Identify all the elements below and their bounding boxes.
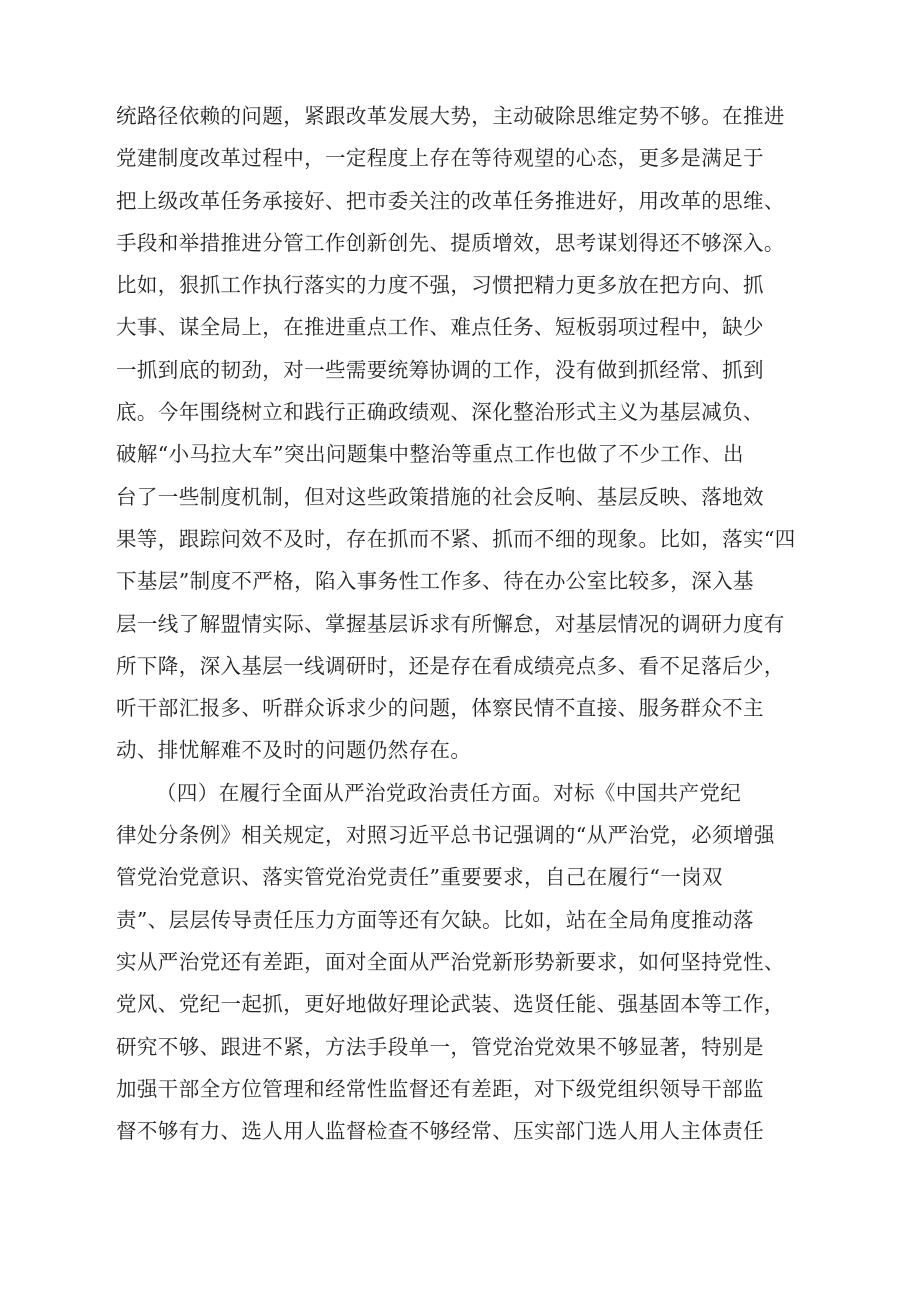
text-line: 实从严治党还有差距，面对全面从严治党新形势新要求，如何坚持党性、 (116, 949, 785, 974)
text-line: 比如，狠抓工作执行落实的力度不强，习惯把精力更多放在把方向、抓 (116, 273, 764, 298)
text-line: 台了一些制度机制，但对这些政策措施的社会反响、基层反映、落地效 (116, 484, 764, 509)
text-line: 所下降，深入基层一线调研时，还是存在看成绩亮点多、看不足落后少， (116, 653, 785, 678)
body-text (116, 95, 830, 1152)
text-line: 责”、层层传导责任压力方面等还有欠缺。比如，站在全局角度推动落 (116, 907, 754, 932)
text-line: 听干部汇报多、听群众诉求少的问题，体察民情不直接、服务群众不主 (116, 696, 764, 721)
section-heading-line: （四）在履行全面从严治党政治责任方面。对标《中国共产党纪 (156, 780, 742, 805)
text-line: 加强干部全方位管理和经常性监督还有差距，对下级党组织领导干部监 (116, 1076, 764, 1101)
text-line: 研究不够、跟进不紧，方法手段单一，管党治党效果不够显著，特别是 (116, 1034, 764, 1059)
text-line: 下基层”制度不严格，陷入事务性工作多、待在办公室比较多，深入基 (116, 569, 754, 594)
text-line: 统路径依赖的问题，紧跟改革发展大势，主动破除思维定势不够。在推进 (116, 104, 785, 128)
text-line: 大事、谋全局上，在推进重点工作、难点任务、短板弱项过程中，缺少 (116, 315, 764, 340)
text-line: 党风、党纪一起抓，更好地做好理论武装、选贤任能、强基固本等工作， (116, 992, 785, 1017)
text-line: 督不够有力、选人用人监督检查不够经常、压实部门选人用人主体责任 (116, 1119, 764, 1144)
text-line: 层一线了解盟情实际、掌握基层诉求有所懈怠，对基层情况的调研力度有 (116, 611, 785, 636)
text-line: 把上级改革任务承接好、把市委关注的改革任务推进好，用改革的思维、 (116, 188, 785, 213)
text-line: 手段和举措推进分管工作创新创先、提质增效，思考谋划得还不够深入。 (116, 230, 785, 255)
text-line: 动、排忧解难不及时的问题仍然存在。 (116, 738, 472, 763)
text-line: 果等，跟踪问效不及时，存在抓而不紧、抓而不细的现象。比如，落实“四 (116, 526, 796, 551)
text-line: 党建制度改革过程中，一定程度上存在等待观望的心态，更多是满足于 (116, 146, 764, 171)
text-line: 律处分条例》相关规定，对照习近平总书记强调的“从严治党，必须增强 (116, 823, 775, 848)
text-line: 一抓到底的韧劲，对一些需要统筹协调的工作，没有做到抓经常、抓到 (116, 357, 764, 382)
text-line: 管党治党意识、落实管党治党责任”重要要求，自己在履行“一岗双 (116, 865, 723, 890)
text-line: 破解“小马拉大车”突出问题集中整治等重点工作也做了不少工作、出 (116, 442, 744, 467)
text-line: 底。今年围绕树立和践行正确政绩观、深化整治形式主义为基层减负、 (116, 400, 764, 425)
